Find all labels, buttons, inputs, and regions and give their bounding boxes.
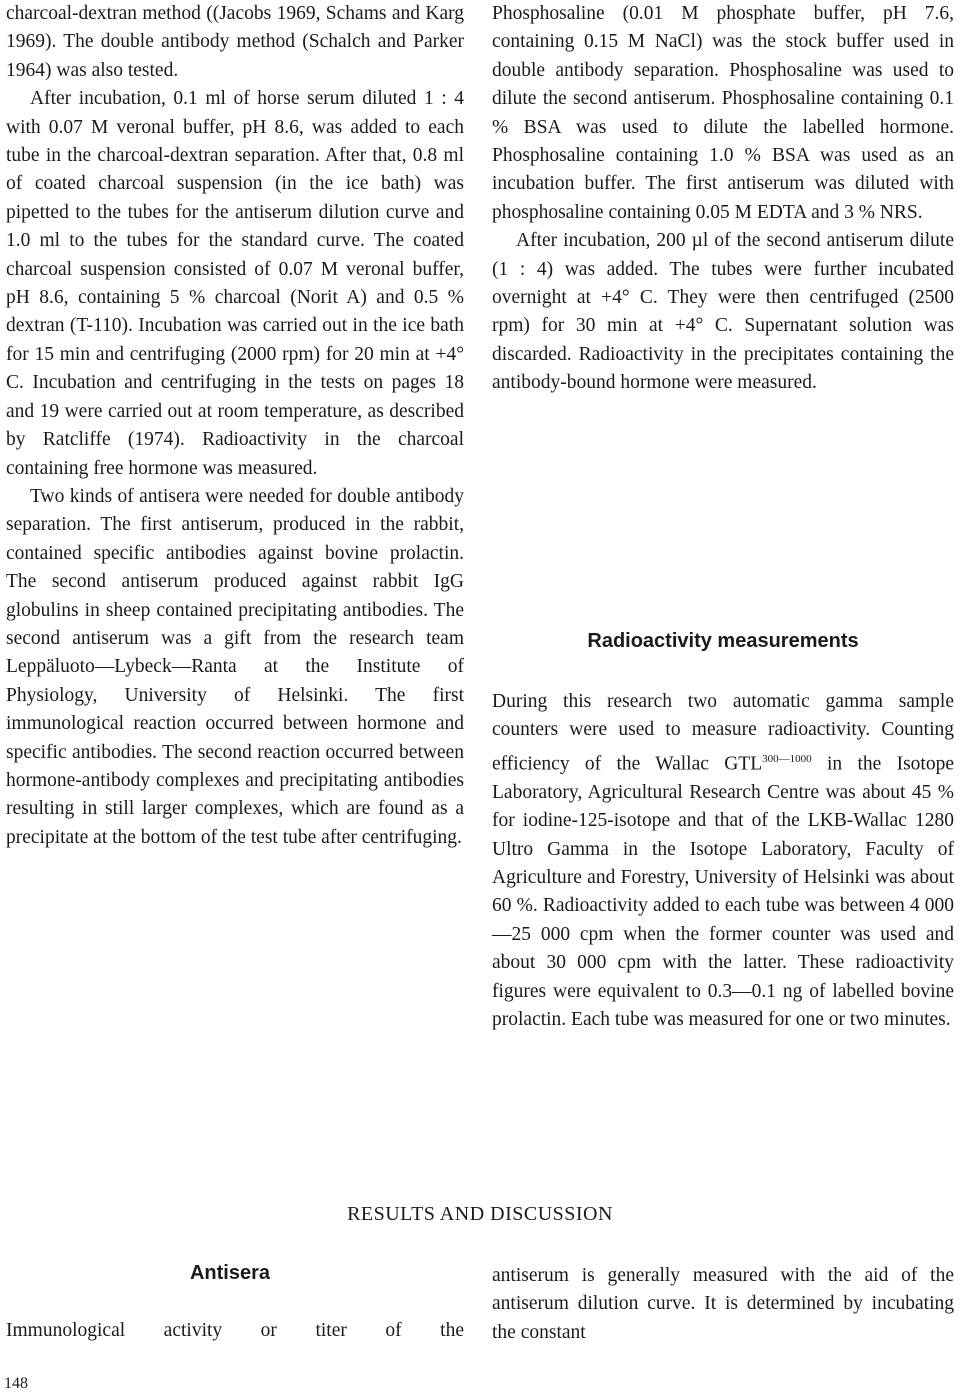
counter-model-superscript: 300—1000 — [762, 752, 812, 765]
left-paragraph-1: charcoal-dextran method ((Jacobs 1969, Schams and Karg 1969). The double antibody method (Schalch and Parker 1964) was also tested. — [6, 3, 464, 81]
right-paragraph-2: After incubation, 200 µl of the second antiserum dilute (1 : 4) was added. The tubes were further incubated overnight at +4° C. They were then centrifuged (2500 rpm) for 30 min at +4° C. Supernatant solution was discarded. Radioactivity in the precipitates containing the antibody-bound hormone were measured. — [492, 230, 954, 394]
radioactivity-paragraph — [492, 688, 954, 1034]
antisera-text-right: antiserum is generally measured with the aid of the antiserum dilution curve. It is determined by incubating the constant — [492, 1265, 954, 1343]
right-column — [492, 0, 954, 398]
left-paragraph-3: Two kinds of antisera were needed for double antibody separation. The first antiserum, produced in the rabbit, contained specific antibodies against bovine prolactin. The second antiserum produced against rabbit IgG globulins in sheep contained precipitating antibodies. The second antiserum was a gift from the research team Leppäluoto—Lybeck—Ranta at the Institute of Physiology, University of Helsinki. The first immunological reaction occurred between hormone and specific antibodies. The second reaction occurred between hormone-antibody complexes and precipitating antibodies resulting in still larger complexes, which are found as a precipitate at the bottom of the test tube after centrifuging. — [6, 485, 464, 848]
left-column — [6, 0, 464, 852]
page-number: 148 — [4, 1375, 28, 1392]
radioactivity-text-end: in the Isotope Laboratory, Agricultural Research Centre was about 45 % for iodine-125-isotope and that of the LKB-Wallac 1280 Ultro Gamma in the Isotope Laboratory, Faculty of Agriculture and Forestry, University of Helsinki was about 60 %. Radioactivity added to each tube was between 4 000—25 000 cpm when the former counter was used and about 30 000 cpm with the latter. These radioactivity figures were equivalent to 0.3—0.1 ng of labelled bovine prolactin. Each tube was measured for one or two minutes. — [492, 753, 954, 1030]
radioactivity-heading: Radioactivity measurements — [587, 630, 859, 652]
antisera-heading: Antisera — [189, 1262, 271, 1284]
antisera-text-left: Immunological activity or titer of the — [6, 1320, 464, 1341]
right-paragraph-1: Phosphosaline (0.01 M phosphate buffer, pH 7.6, containing 0.15 M NaCl) was the stock buffer used in double antibody separation. Phosphosaline was used to dilute the second antiserum. Phosphosaline containing 0.1 % BSA was used to dilute the labelled hormone. Phosphosaline containing 1.0 % BSA was used as an incubation buffer. The first antiserum was diluted with phosphosaline containing 0.05 M EDTA and 3 % NRS. — [492, 3, 954, 223]
results-heading: RESULTS AND DISCUSSION — [347, 1203, 613, 1225]
left-paragraph-2: After incubation, 0.1 ml of horse serum diluted 1 : 4 with 0.07 M veronal buffer, pH 8.6, was added to each tube in the charcoal-dextran separation. After that, 0.8 ml of coated charcoal suspension (in the ice bath) was pipetted to the tubes for the antiserum dilution curve and 1.0 ml to the tubes for the standard curve. The coated charcoal suspension consisted of 0.07 M veronal buffer, pH 8.6, containing 5 % charcoal (Norit A) and 0.5 % dextran (T-110). Incubation was carried out in the ice bath for 15 min and centrifuging (2000 rpm) for 20 min at +4° C. Incubation and centrifuging in the tests on pages 18 and 19 were carried out at room temperature, as described by Ratcliffe (1974). Radioactivity in the charcoal containing free hormone was measured. — [6, 88, 464, 479]
radioactivity-text-start: During this research two automatic gamma sample counters were used to measure radioactivity. Counting efficiency of the Wallac GTL — [492, 691, 954, 775]
